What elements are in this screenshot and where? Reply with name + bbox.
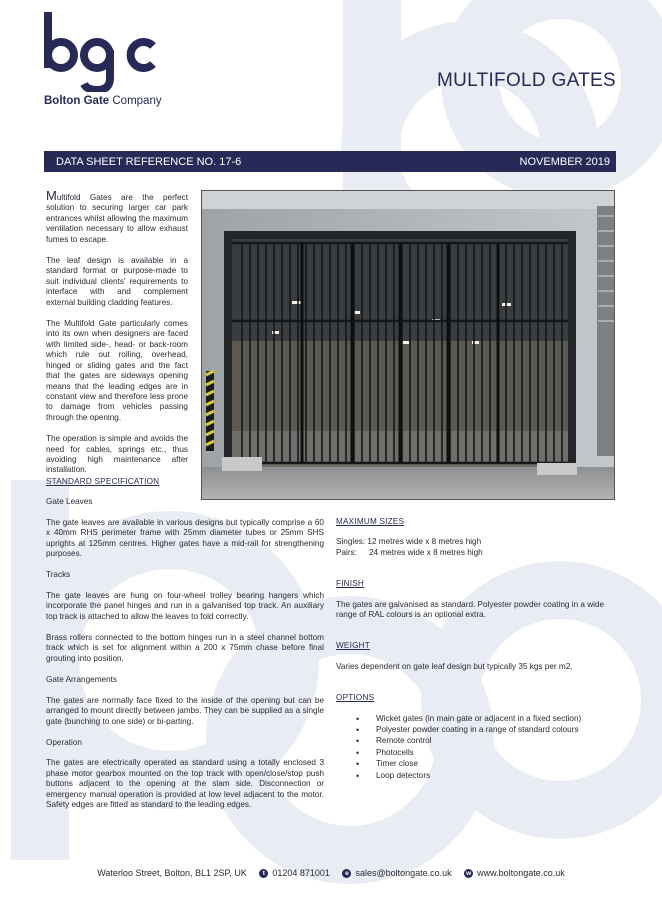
intro-paragraph-2: The leaf design is available in a standard format or purpose-made to suit individual clients' requirements to interface with and complement external building cladding features. (46, 256, 188, 307)
operation-text: The gates are electrically operated as standard using a totally enclosed 3 phase motor gearbox mounted on the top track with open/close/stop push buttons adjacent to the opening at the slam side. Disconnection or emergency manual operation is provided at low level adjacent to the motor. Safety edges are fitted as standard to the leading edges. (46, 758, 324, 809)
options-heading (336, 693, 616, 703)
intro-paragraph-3: The Multifold Gate particularly comes into its own when designers are faced with limited side-, head- or back-room which rule out rolling, overhead, hinged or sliding gates and the fact that the gates are sideways opening means that the leading edges are in constant view and therefore less prone to damage from vehicles passing through the opening. (46, 319, 188, 422)
intro-paragraph-4: The operation is simple and avoids the need for cables, springs etc., thus avoiding high maintenance after installation. (46, 434, 188, 475)
datasheet-banner (44, 151, 616, 172)
tracks-title: Tracks (46, 570, 71, 580)
web-icon: w (466, 870, 472, 877)
gate-arrangements-text: The gates are normally face fixed to the inside of the opening but can be arranged to mount directly between jambs. They can be supplied as a single gate (bunching to one side) or bi-parting. (46, 695, 324, 726)
email-icon: e (342, 869, 351, 878)
drop-cap: M (46, 188, 57, 203)
intro-paragraph-1-text: ultifold Gates are the perfect solution to securing larger car park entrances whilst allowing the maximum ventilation necessary to allow exhaust fumes to escape. (46, 193, 188, 244)
list-item: • Loop detectors (376, 771, 616, 781)
datasheet-reference: DATA SHEET REFERENCE NO. 17-6 (56, 155, 242, 168)
operation-title: Operation (46, 737, 82, 747)
list-item: • Photocells (376, 748, 616, 758)
standard-specification (46, 477, 324, 821)
singles-size: Singles: 12 metres wide x 8 metres high (336, 537, 482, 547)
footer (0, 868, 662, 878)
footer-email[interactable]: sales@boltongate.co.uk (355, 868, 452, 878)
datasheet-date: NOVEMBER 2019 (519, 155, 610, 168)
finish-text: The gates are galvanised as standard. Polyester powder coating in a wide range of RAL colours is an optional extra. (336, 599, 605, 620)
right-column (336, 517, 616, 782)
list-item: • Timer close (376, 759, 616, 769)
weight-text: Varies dependent on gate leaf design but typically 35 kgs per m2. (336, 661, 573, 671)
gate-arrangements-title: Gate Arrangements (46, 675, 117, 685)
spec-heading (46, 477, 324, 487)
list-item: • Polyester powder coating in a range of standard colours (376, 725, 616, 735)
intro-column (46, 188, 188, 487)
phone-icon: t (259, 869, 268, 878)
max-sizes-heading-text: MAXIMUM SIZES (336, 517, 405, 526)
list-item: • Wicket gates (in main gate or adjacent in a fixed section) (376, 714, 616, 724)
tracks-text-2: Brass rollers connected to the bottom hinges run in a steel channel bottom track which is set for alignment within a 200 x 75mm chase before final grouting into position. (46, 633, 324, 663)
pairs-size (336, 548, 616, 558)
list-item: • Remote control (376, 736, 616, 746)
finish-heading (336, 579, 616, 589)
company-name-bold: Bolton Gate (44, 95, 110, 107)
max-sizes-heading (336, 517, 616, 527)
options-heading-text: OPTIONS (336, 693, 375, 703)
logo (40, 10, 160, 97)
gate-photo (201, 190, 615, 500)
company-name (44, 95, 162, 107)
gate-leaves-title: Gate Leaves (46, 497, 93, 507)
tracks-text-1: The gate leaves are hung on four-wheel trolley bearing hangers which incorporate the panel hinges and run in a galvanised top track. An auxiliary top track is attached to allow the leaves to fold correctly. (46, 590, 324, 621)
finish-heading-text: FINISH (336, 579, 365, 589)
footer-phone[interactable]: 01204 871001 (272, 868, 330, 878)
company-name-rest: Company (109, 95, 162, 107)
pairs-label: Pairs: (336, 547, 357, 557)
footer-website[interactable]: www.boltongate.co.uk (477, 868, 565, 878)
bgc-logo-icon (40, 10, 160, 92)
intro-paragraph-1 (46, 188, 188, 245)
pairs-value: 24 metres wide x 8 metres high (368, 547, 483, 557)
options-list (336, 714, 616, 781)
weight-heading-text: WEIGHT (336, 641, 370, 651)
spec-heading-text: STANDARD SPECIFICATION (46, 477, 160, 486)
multifold-gate-image (202, 191, 615, 500)
weight-heading (336, 641, 616, 651)
footer-address: Waterloo Street, Bolton, BL1 2SP, UK (97, 868, 247, 878)
page-title: MULTIFOLD GATES (436, 70, 616, 91)
gate-leaves-text: The gate leaves are available in various designs but typically comprise a 60 x 40mm RHS perimeter frame with 25mm diameter tubes or 25mm SHS uprights at 125mm centres. Higher gates have a mid-rail for strengthening purposes. (46, 517, 324, 559)
